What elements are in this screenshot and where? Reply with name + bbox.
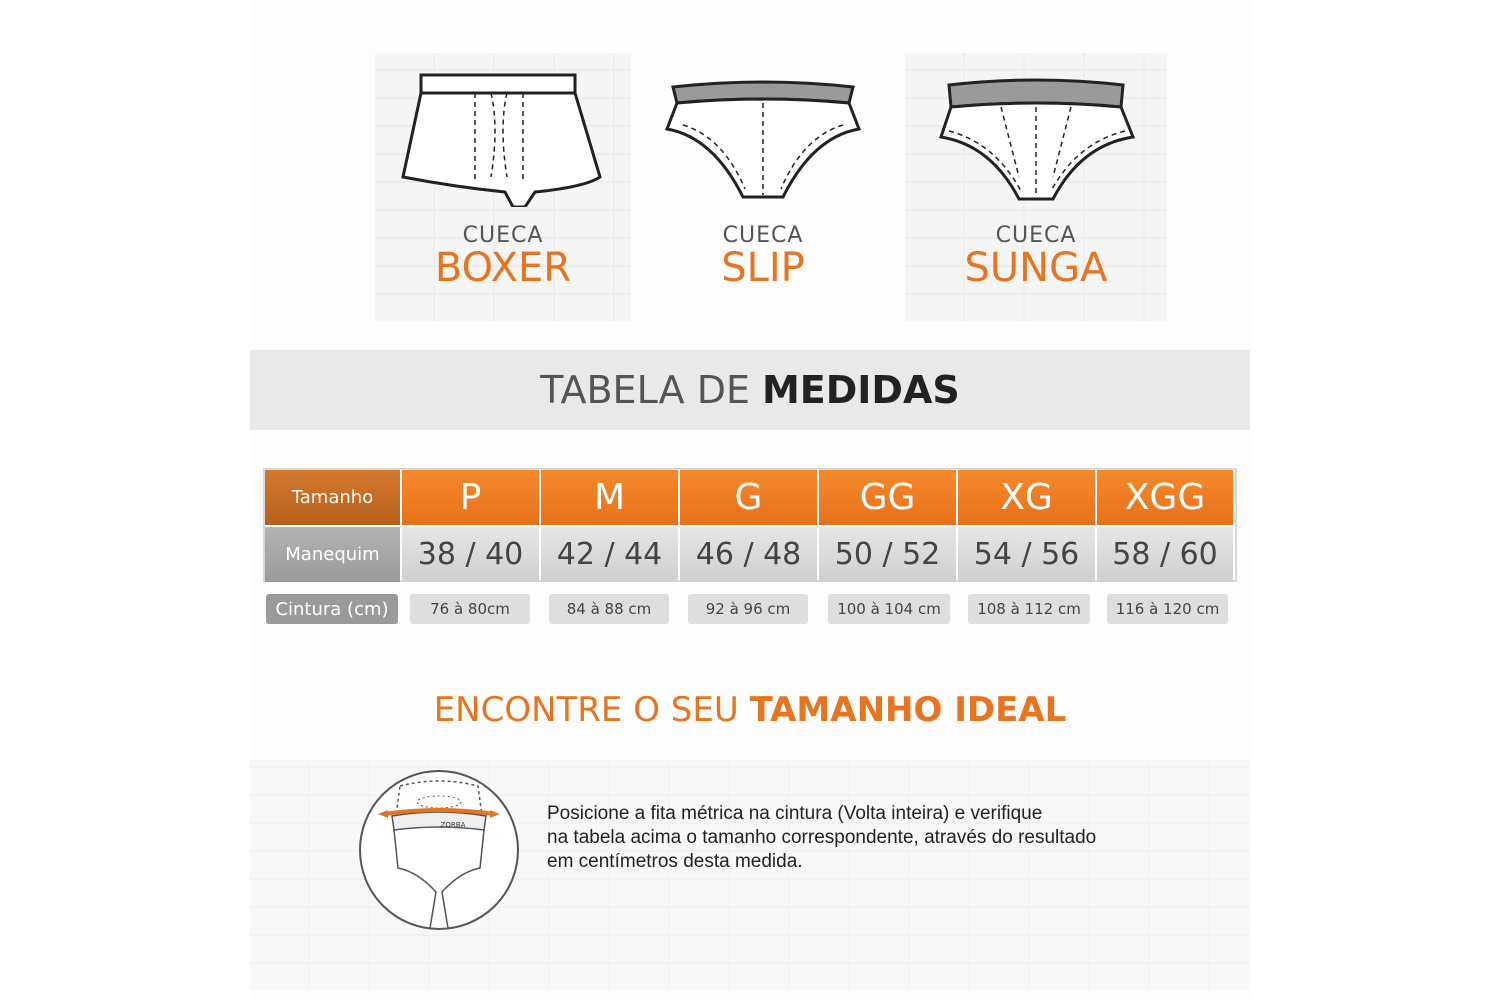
size-cell: G [680, 470, 817, 525]
product-name-label: BOXER [434, 245, 572, 291]
mannequin-cell: 58 / 60 [1097, 527, 1233, 582]
product-boxer [375, 53, 631, 321]
size-header: Tamanho [265, 470, 400, 525]
size-row [265, 470, 1233, 525]
size-cell: P [402, 470, 539, 525]
product-type-label: CUECA [462, 223, 544, 248]
size-cell: M [541, 470, 678, 525]
mannequin-cell: 42 / 44 [541, 527, 678, 582]
mannequin-row [265, 527, 1233, 582]
banner-title-light: TABELA DE [540, 368, 750, 412]
waist-cell: 92 à 96 cm [688, 594, 808, 624]
mannequin-cell: 54 / 56 [958, 527, 1095, 582]
waist-cell: 116 à 120 cm [1107, 594, 1228, 624]
product-slip [635, 53, 891, 321]
size-guide-page [250, 0, 1250, 1000]
size-cell: XGG [1097, 470, 1233, 525]
instruction-line: em centímetros desta medida. [547, 851, 803, 872]
sunga-underwear-icon [931, 67, 1141, 207]
waist-cell: 84 à 88 cm [549, 594, 669, 624]
waist-header: Cintura (cm) [266, 594, 398, 624]
boxer-underwear-icon [395, 67, 611, 207]
size-table [263, 468, 1237, 582]
instruction-line: Posicione a fita métrica na cintura (Volta inteira) e verifique [547, 803, 1043, 824]
product-type-label: CUECA [995, 223, 1077, 248]
find-size-heading [250, 690, 1250, 730]
brand-logo: ZORBA [440, 821, 466, 829]
product-type-label: CUECA [722, 223, 804, 248]
banner-title-bold: MEDIDAS [761, 368, 960, 412]
size-cell: XG [958, 470, 1095, 525]
waist-cell: 76 à 80cm [410, 594, 530, 624]
instruction-line: na tabela acima o tamanho correspondente, através do resultado [547, 827, 1097, 848]
waist-measuring-tape-icon [358, 768, 520, 933]
size-table-banner [250, 350, 1250, 430]
mannequin-header: Manequim [265, 527, 400, 582]
slip-underwear-icon [663, 67, 863, 207]
mannequin-cell: 50 / 52 [819, 527, 956, 582]
measurement-instructions [547, 802, 1187, 874]
mannequin-cell: 38 / 40 [402, 527, 539, 582]
waist-cell: 108 à 112 cm [968, 594, 1090, 624]
product-name-label: SLIP [721, 245, 805, 291]
mannequin-cell: 46 / 48 [680, 527, 817, 582]
product-name-label: SUNGA [964, 245, 1108, 291]
find-heading-bold: TAMANHO IDEAL [749, 690, 1067, 730]
waist-cell: 100 à 104 cm [828, 594, 950, 624]
product-sunga [905, 53, 1167, 321]
size-cell: GG [819, 470, 956, 525]
find-heading-light: ENCONTRE O SEU [433, 690, 739, 730]
